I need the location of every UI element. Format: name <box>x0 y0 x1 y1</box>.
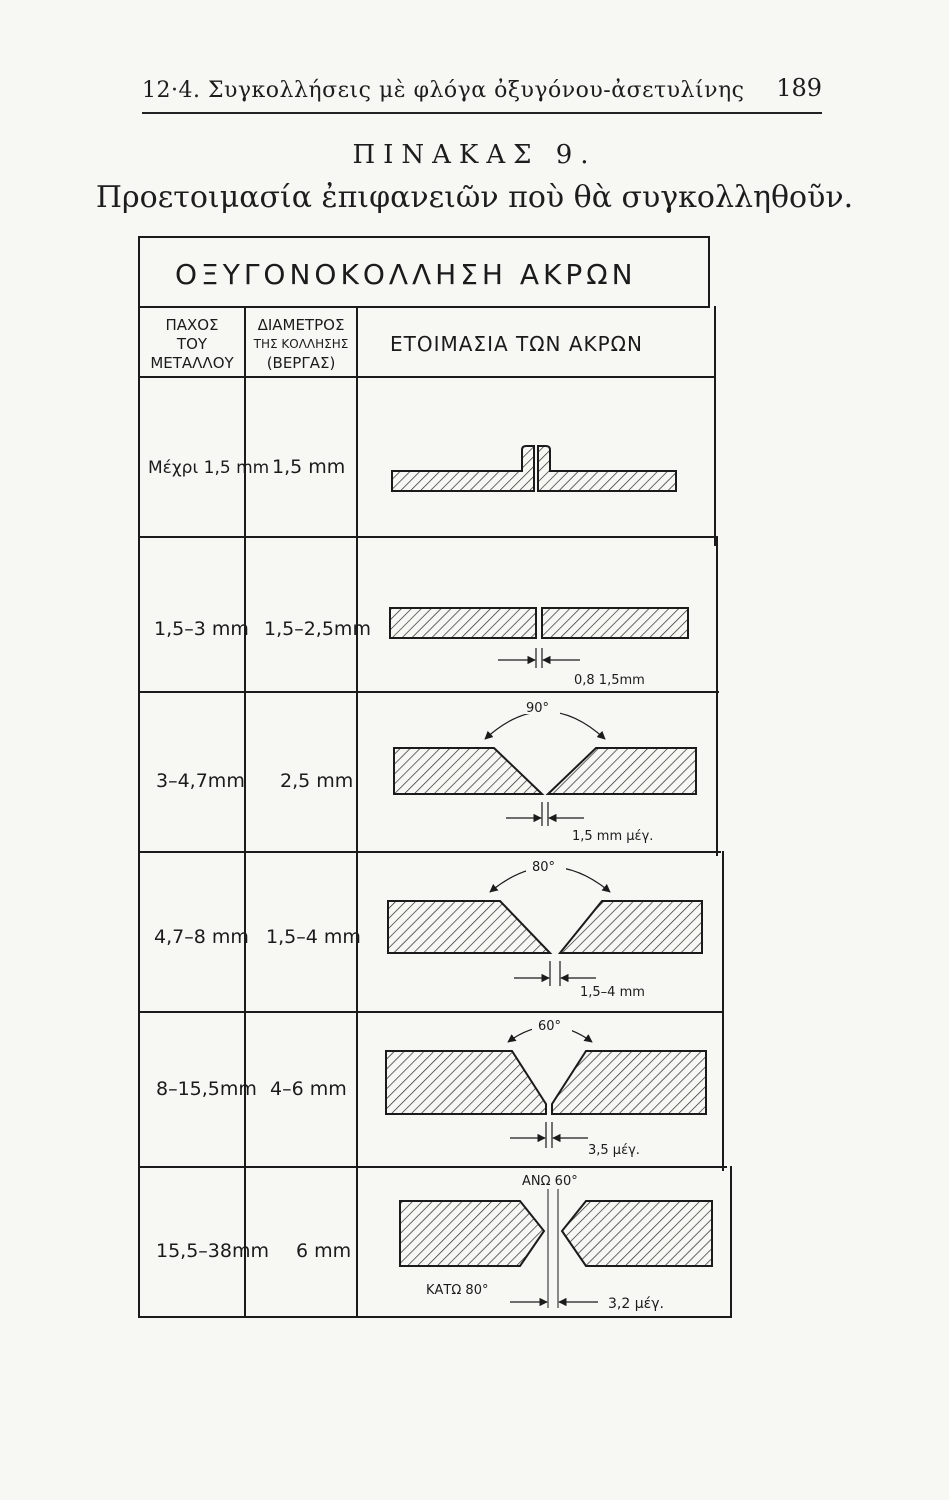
row-3-thickness: 3–4,7mm <box>156 770 245 792</box>
table-title: Προετοιμασία ἐπιφανειῶν ποὺ θὰ συγκολληθοῦν. <box>95 180 854 215</box>
preparation-table <box>140 236 730 1318</box>
row-4-angle-label: 80° <box>532 860 556 875</box>
row-6-thickness: 15,5–38mm <box>156 1240 269 1262</box>
row-1-thickness: Μέχρι 1,5 mm <box>148 458 270 478</box>
header-thickness-line: ΤΟΥ <box>176 335 208 353</box>
edge-preparation-drawings <box>140 236 735 1321</box>
row-4-drawing <box>388 857 702 1000</box>
row-2-thickness: 1,5–3 mm <box>154 618 249 640</box>
page-number: 189 <box>776 74 822 102</box>
row-3-drawing <box>394 698 696 844</box>
row-4-rod: 1,5–4 mm <box>266 926 361 948</box>
row-2-drawing <box>390 608 688 688</box>
row-2-rod: 1,5–2,5mm <box>264 618 371 640</box>
row-5-rod: 4–6 mm <box>270 1078 347 1100</box>
row-5-drawing <box>386 1016 706 1158</box>
row-1-drawing <box>392 446 676 491</box>
running-head <box>142 72 822 114</box>
row-6-bottom-angle-label: ΚΑΤΩ 80° <box>426 1283 489 1298</box>
row-3-gap-label: 1,5 mm μέγ. <box>572 829 654 844</box>
row-2-gap-label: 0,8 1,5mm <box>574 673 645 688</box>
running-title: 12·4. Συγκολλήσεις μὲ φλόγα ὀξυγόνου-ἀσετυλίνης <box>142 78 745 103</box>
row-6-top-angle-label: ΑΝΩ 60° <box>522 1174 578 1189</box>
header-preparation: ΕΤΟΙΜΑΣΙΑ ΤΩΝ ΑΚΡΩΝ <box>390 332 643 356</box>
row-1-rod: 1,5 mm <box>272 456 346 478</box>
row-6-rod: 6 mm <box>296 1240 352 1262</box>
row-4-gap-label: 1,5–4 mm <box>580 985 645 1000</box>
row-6-drawing <box>400 1174 712 1312</box>
row-5-gap-label: 3,5 μέγ. <box>588 1143 640 1158</box>
header-thickness-line: ΠΑΧΟΣ <box>165 316 219 334</box>
row-4-thickness: 4,7–8 mm <box>154 926 249 948</box>
row-3-rod: 2,5 mm <box>280 770 354 792</box>
header-rod-line: (ΒΕΡΓΑΣ) <box>266 354 336 372</box>
row-5-thickness: 8–15,5mm <box>156 1078 257 1100</box>
header-rod-line: ΔΙΑΜΕΤΡΟΣ <box>257 316 345 334</box>
table-banner: ΟΞΥΓΟΝΟΚΟΛΛΗΣΗ ΑΚΡΩΝ <box>175 258 637 291</box>
row-6-gap-label: 3,2 μέγ. <box>608 1296 664 1312</box>
table-label: ΠΙΝΑΚΑΣ 9. <box>352 140 597 170</box>
header-thickness-line: ΜΕΤΑΛΛΟΥ <box>150 354 234 372</box>
row-5-angle-label: 60° <box>538 1019 562 1034</box>
header-rod-line: ΤΗΣ ΚΟΛΛΗΣΗΣ <box>253 337 349 351</box>
row-3-angle-label: 90° <box>526 701 550 716</box>
